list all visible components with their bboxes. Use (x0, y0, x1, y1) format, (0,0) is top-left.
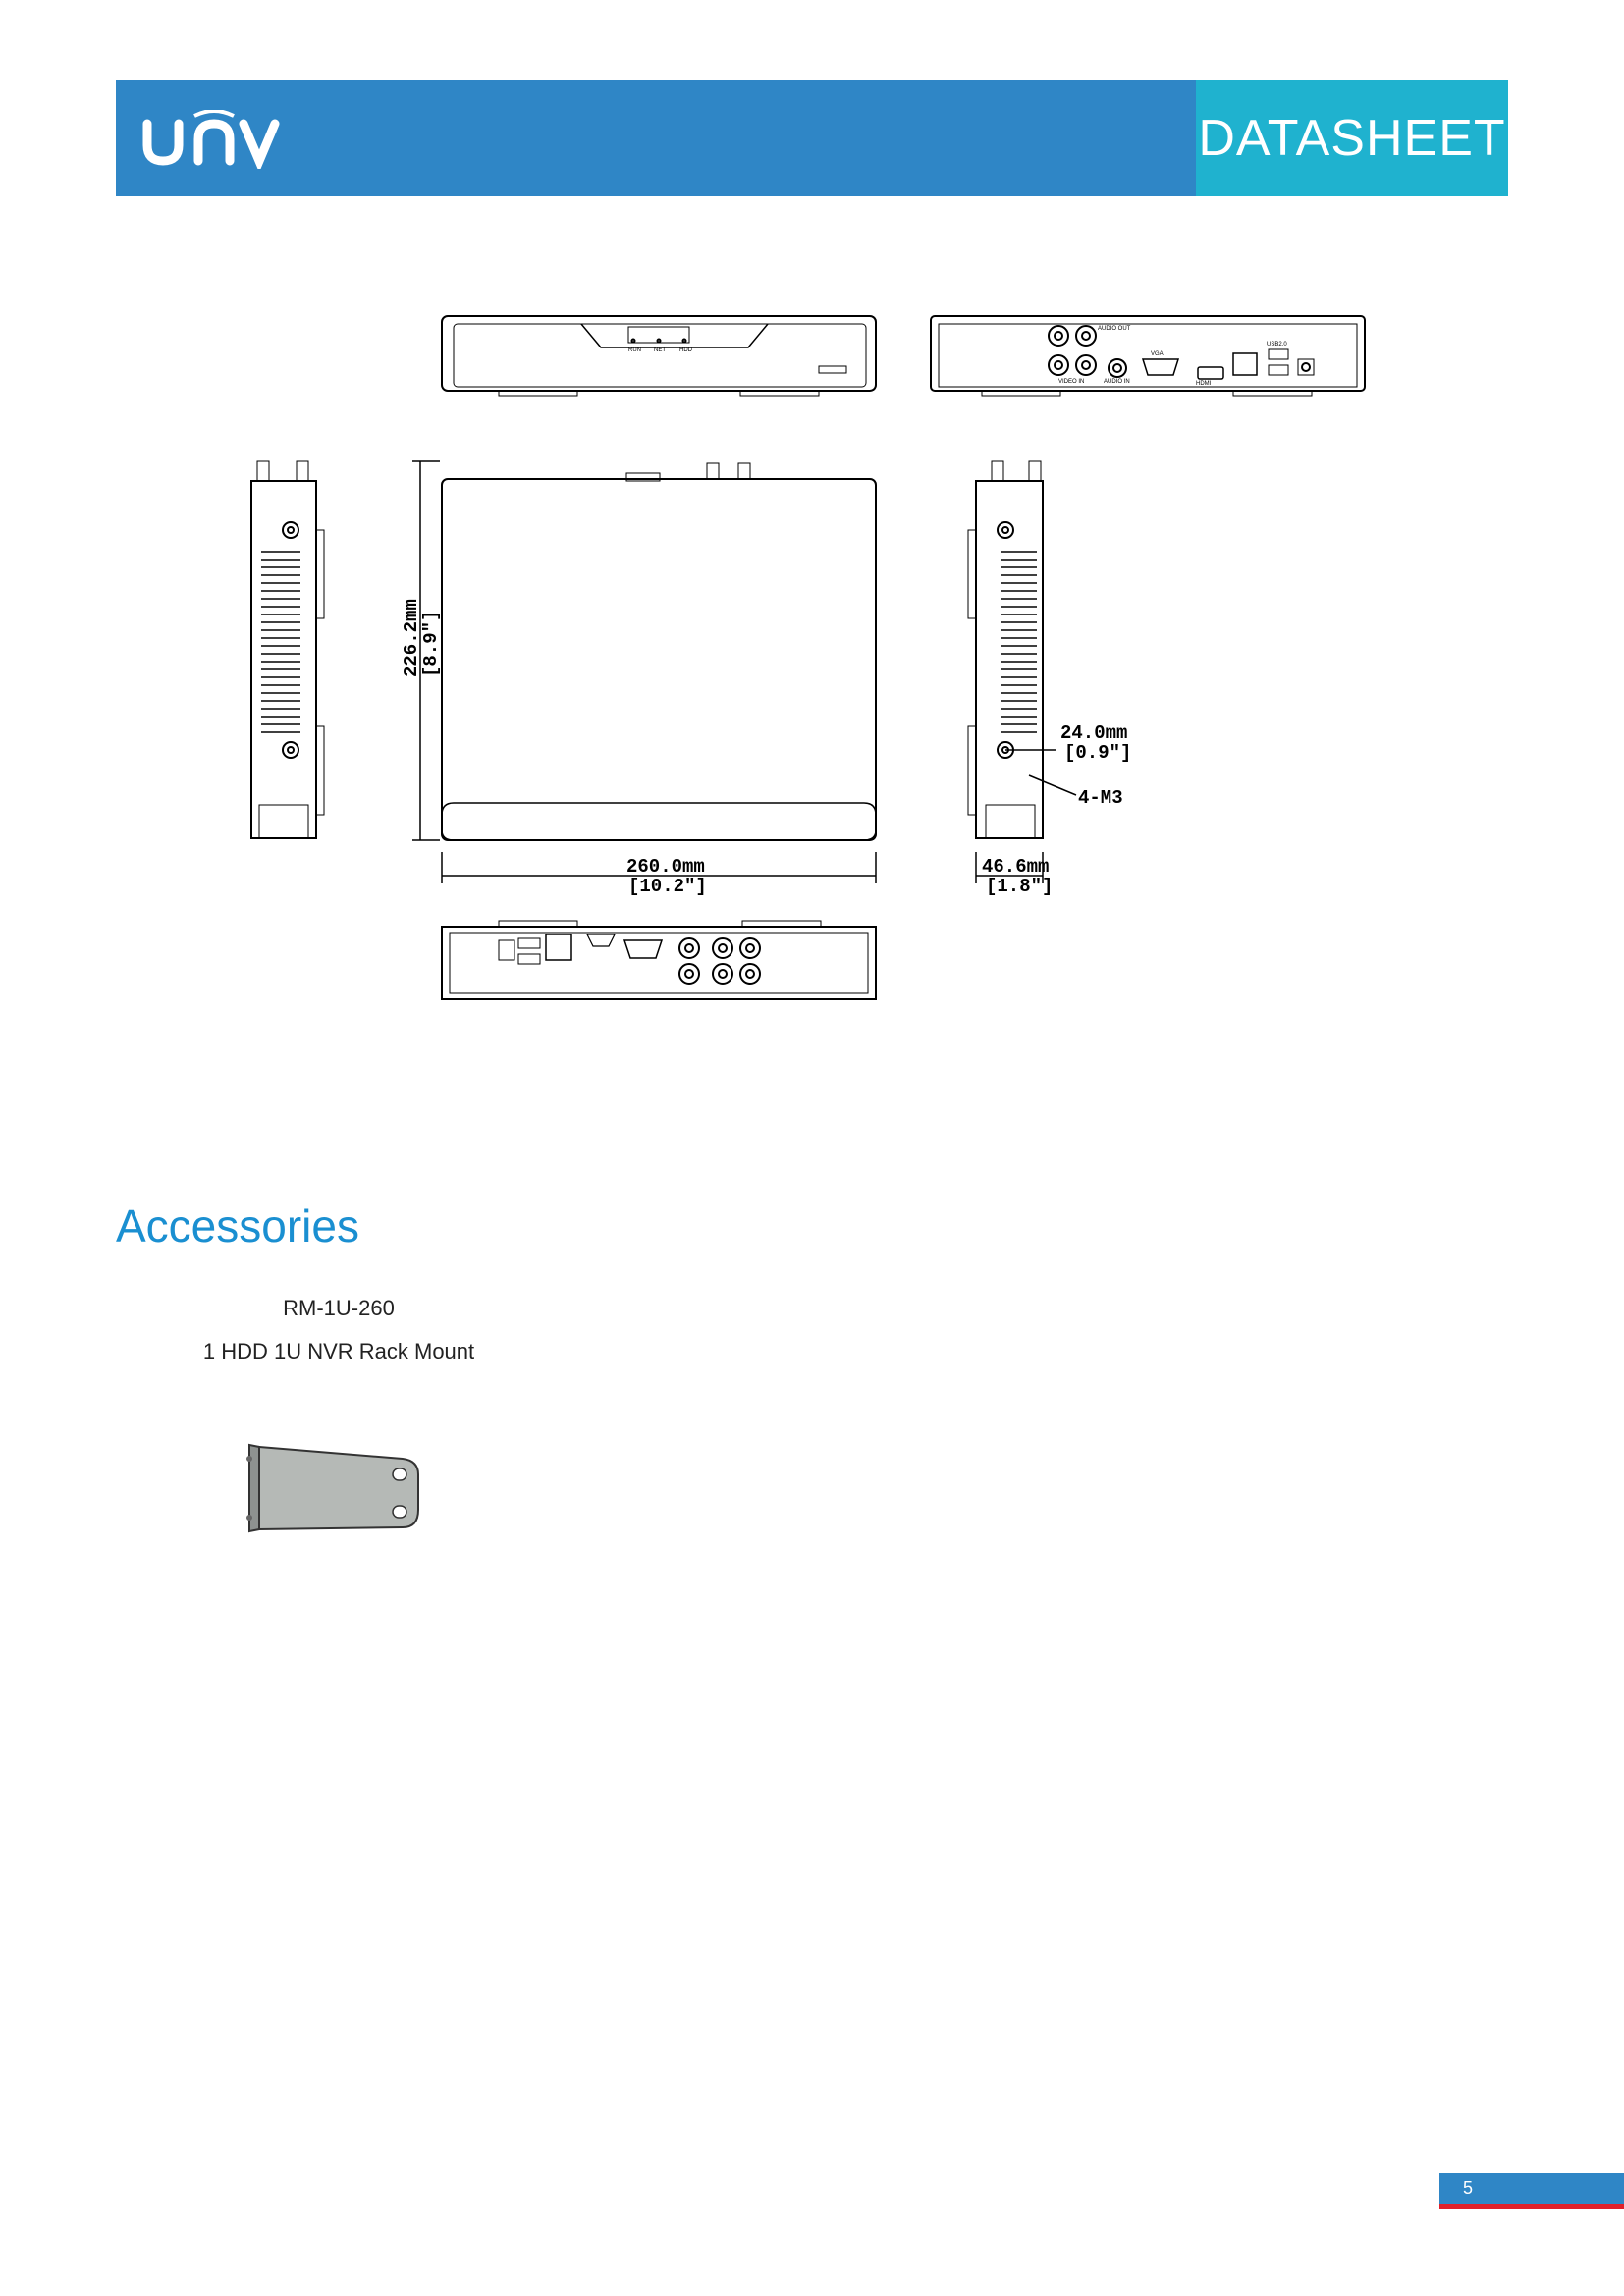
left-vents (261, 552, 300, 732)
front-label-run: RUN (628, 347, 641, 353)
height-in-label: [1.8"] (986, 876, 1054, 897)
accessory-model: RM-1U-260 (283, 1296, 395, 1320)
port-label-audio-out: AUDIO OUT (1098, 326, 1131, 332)
screw-offset-in-label: [0.9"] (1064, 742, 1132, 764)
screw-offset-mm-label: 24.0mm (1060, 722, 1128, 744)
left-side-view-drawing (251, 461, 324, 838)
front-view-drawing (442, 316, 876, 396)
bottom-rear-view-drawing (442, 921, 876, 999)
depth-mm-label: 226.2mm (401, 599, 422, 677)
front-label-hdd: HDD (679, 347, 692, 353)
page-number: 5 (1439, 2173, 1624, 2209)
depth-in-label: [8.9"] (420, 610, 442, 677)
rear-view-drawing (931, 316, 1365, 396)
datasheet-label: DATASHEET (1196, 80, 1508, 196)
right-vents (1001, 552, 1037, 732)
rack-mount-bracket-image (245, 1435, 432, 1543)
top-view-drawing (442, 463, 876, 840)
port-label-hdmi: HDMI (1196, 381, 1212, 387)
port-label-usb: USB2.0 (1267, 342, 1287, 347)
dimension-drawings (0, 0, 1624, 1060)
accessory-description: 1 HDD 1U NVR Rack Mount (202, 1339, 475, 1363)
right-side-view-drawing (968, 461, 1043, 838)
port-label-vga: VGA (1151, 351, 1164, 357)
accessories-title: Accessories (116, 1201, 359, 1252)
port-label-audio-in: AUDIO IN (1104, 379, 1130, 385)
port-label-video-in: VIDEO IN (1058, 379, 1085, 385)
height-mm-label: 46.6mm (982, 856, 1050, 878)
screw-spec-label: 4-M3 (1078, 787, 1123, 809)
width-mm-label: 260.0mm (626, 856, 705, 878)
front-label-net: NET (654, 347, 666, 353)
width-in-label: [10.2"] (628, 876, 707, 897)
